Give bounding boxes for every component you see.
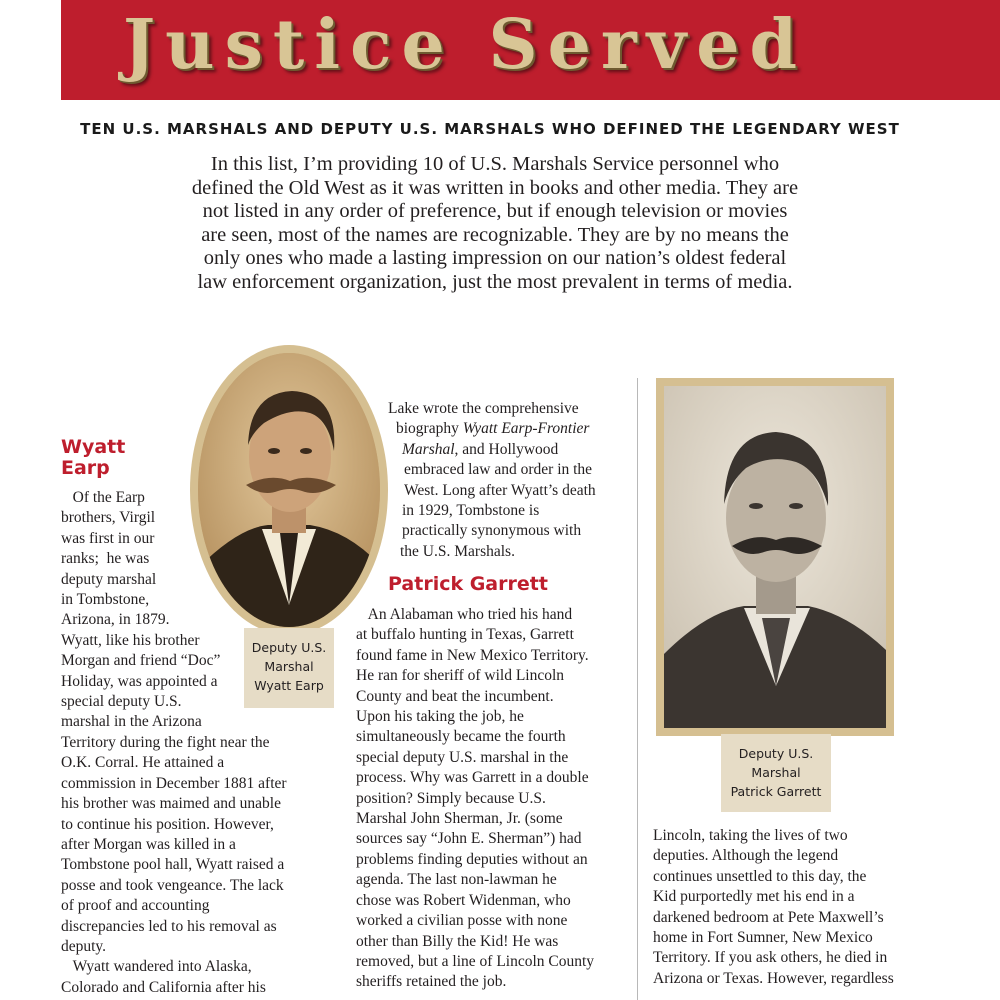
garrett-text-line: An Alabaman who tried his hand bbox=[356, 606, 573, 623]
wyatt-text-line: O.K. Corral. He attained a bbox=[61, 754, 225, 772]
garrett-caption-line-1: Deputy U.S. bbox=[738, 746, 814, 761]
garrett-caption-line-2: Marshal bbox=[751, 765, 801, 780]
patrick-garrett-caption bbox=[721, 734, 831, 812]
wyatt-text-line: ranks; he was bbox=[61, 550, 150, 568]
page-title: Justice Served bbox=[123, 5, 807, 85]
wyatt-caption-line-2: Marshal bbox=[264, 659, 314, 674]
garrett-text-line: sheriffs retained the job. bbox=[356, 973, 507, 991]
right-text-line: Arizona or Texas. However, regardless bbox=[653, 969, 894, 987]
right-text-line: deputies. Although the legend bbox=[653, 847, 839, 865]
right-text-line: continues unsettled to this day, the bbox=[653, 867, 867, 885]
wyatt-text-line: Tombstone pool hall, Wyatt raised a bbox=[61, 856, 285, 874]
wyatt-text-line: in Tombstone, bbox=[61, 591, 150, 609]
continued-line-2-pre: biography bbox=[396, 420, 463, 438]
garrett-text-line: County and beat the incumbent. bbox=[356, 687, 554, 705]
continued-line-8: the U.S. Marshals. bbox=[400, 542, 515, 560]
wyatt-text-line: commission in December 1881 after bbox=[61, 774, 287, 792]
wyatt-text-line: his brother was maimed and unable bbox=[61, 795, 281, 813]
garrett-text-line: special deputy U.S. marshal in the bbox=[356, 748, 569, 766]
patrick-garrett-heading: Patrick Garrett bbox=[388, 573, 548, 595]
wyatt-text-line: Arizona, in 1879. bbox=[61, 611, 170, 629]
continued-line-2 bbox=[388, 419, 638, 439]
right-text-line: Lincoln, taking the lives of two bbox=[653, 827, 848, 844]
wyatt-text-line: to continue his position. However, bbox=[61, 815, 274, 833]
wyatt-heading-line-1: Wyatt bbox=[61, 436, 126, 458]
wyatt-text-line: of proof and accounting bbox=[61, 897, 210, 915]
continued-line-4: embraced law and order in the bbox=[404, 461, 593, 479]
wyatt-text-line: deputy. bbox=[61, 937, 107, 955]
wyatt-text-line: Morgan and friend “Doc” bbox=[61, 652, 221, 670]
continued-line-3-post: , and Hollywood bbox=[454, 440, 559, 458]
billy-the-kid-text bbox=[653, 826, 943, 989]
wyatt-earp-heading bbox=[61, 437, 125, 479]
article-subtitle: TEN U.S. MARSHALS AND DEPUTY U.S. MARSHALS WHO DEFINED THE LEGENDARY WEST bbox=[80, 120, 900, 138]
garrett-text-line: at buffalo hunting in Texas, Garrett bbox=[356, 626, 574, 644]
wyatt-text-line: discrepancies led to his removal as bbox=[61, 917, 277, 935]
wyatt-earp-caption bbox=[244, 628, 334, 708]
wyatt-text-line: Of the Earp bbox=[61, 489, 145, 506]
garrett-text-line: simultaneously became the fourth bbox=[356, 728, 566, 746]
continued-line-5: West. Long after Wyatt’s death bbox=[404, 481, 596, 499]
patrick-garrett-text bbox=[356, 605, 636, 993]
continued-line-6: in 1929, Tombstone is bbox=[402, 502, 540, 520]
garrett-text-line: worked a civilian posse with none bbox=[356, 912, 568, 930]
garrett-text-line: process. Why was Garrett in a double bbox=[356, 769, 589, 787]
continued-line-7: practically synonymous with bbox=[402, 522, 582, 540]
wyatt-earp-portrait bbox=[198, 353, 380, 627]
wyatt-text-line: Territory during the fight near the bbox=[61, 733, 270, 751]
garrett-text-line: Upon his taking the job, he bbox=[356, 708, 524, 726]
wyatt-text-line: Holiday, was appointed a bbox=[61, 672, 218, 690]
garrett-text-line: other than Billy the Kid! He was bbox=[356, 932, 559, 950]
wyatt-text-line: posse and took vengeance. The lack bbox=[61, 876, 284, 894]
right-text-line: darkened bedroom at Pete Maxwell’s bbox=[653, 908, 884, 926]
header-banner bbox=[61, 0, 1000, 100]
garrett-text-line: sources say “John E. Sherman”) had bbox=[356, 830, 582, 848]
wyatt-text-line: brothers, Virgil bbox=[61, 509, 156, 527]
garrett-text-line: He ran for sheriff of wild Lincoln bbox=[356, 667, 565, 685]
intro-paragraph: In this list, I’m providing 10 of U.S. Marshals Service personnel who defined the Old West as it was written in books and other media. They are not listed in any order of preference, but if enough television or movies are seen, most of the names are recognizable. They are by no means the only ones who made a lasting impression on our nation’s oldest federal law enforcement organization, just the most prevalent in terms of media. bbox=[191, 153, 799, 293]
wyatt-text-line: Colorado and California after his bbox=[61, 978, 266, 996]
wyatt-text-line: deputy marshal bbox=[61, 570, 157, 588]
garrett-caption-line-3: Patrick Garrett bbox=[730, 784, 822, 799]
wyatt-text-line: marshal in the Arizona bbox=[61, 713, 202, 731]
column-divider bbox=[637, 378, 638, 1000]
book-title-part-1: Wyatt Earp-Frontier bbox=[462, 420, 590, 438]
continued-line-3 bbox=[388, 440, 638, 460]
wyatt-paragraph-2 bbox=[61, 957, 321, 998]
wyatt-text-line: special deputy U.S. bbox=[61, 693, 182, 711]
wyatt-text-line: Wyatt, like his brother bbox=[61, 631, 200, 649]
garrett-text-line: Marshal John Sherman, Jr. (some bbox=[356, 810, 563, 828]
garrett-text-line: found fame in New Mexico Territory. bbox=[356, 646, 589, 664]
garrett-text-line: agenda. The last non-lawman he bbox=[356, 871, 557, 889]
wyatt-text-line: after Morgan was killed in a bbox=[61, 835, 236, 853]
garrett-text-line: position? Simply because U.S. bbox=[356, 789, 546, 807]
patrick-garrett-portrait bbox=[664, 386, 886, 728]
wyatt-text-line: was first in our bbox=[61, 529, 155, 547]
wyatt-heading-line-2: Earp bbox=[61, 457, 110, 479]
right-text-line: Kid purportedly met his end in a bbox=[653, 888, 855, 906]
book-title-part-2: Marshal bbox=[402, 440, 455, 458]
wyatt-caption-line-3: Wyatt Earp bbox=[254, 678, 324, 693]
wyatt-caption-line-1: Deputy U.S. bbox=[251, 640, 327, 655]
wyatt-text-line: Wyatt wandered into Alaska, bbox=[61, 958, 252, 976]
garrett-text-line: problems finding deputies without an bbox=[356, 850, 588, 868]
right-text-line: Territory. If you ask others, he died in bbox=[653, 949, 888, 967]
right-text-line: home in Fort Sumner, New Mexico bbox=[653, 929, 873, 947]
garrett-text-line: chose was Robert Widenman, who bbox=[356, 891, 571, 909]
continued-line-1: Lake wrote the comprehensive bbox=[388, 400, 579, 417]
wyatt-earp-continued-text bbox=[388, 399, 638, 562]
garrett-text-line: removed, but a line of Lincoln County bbox=[356, 952, 595, 970]
